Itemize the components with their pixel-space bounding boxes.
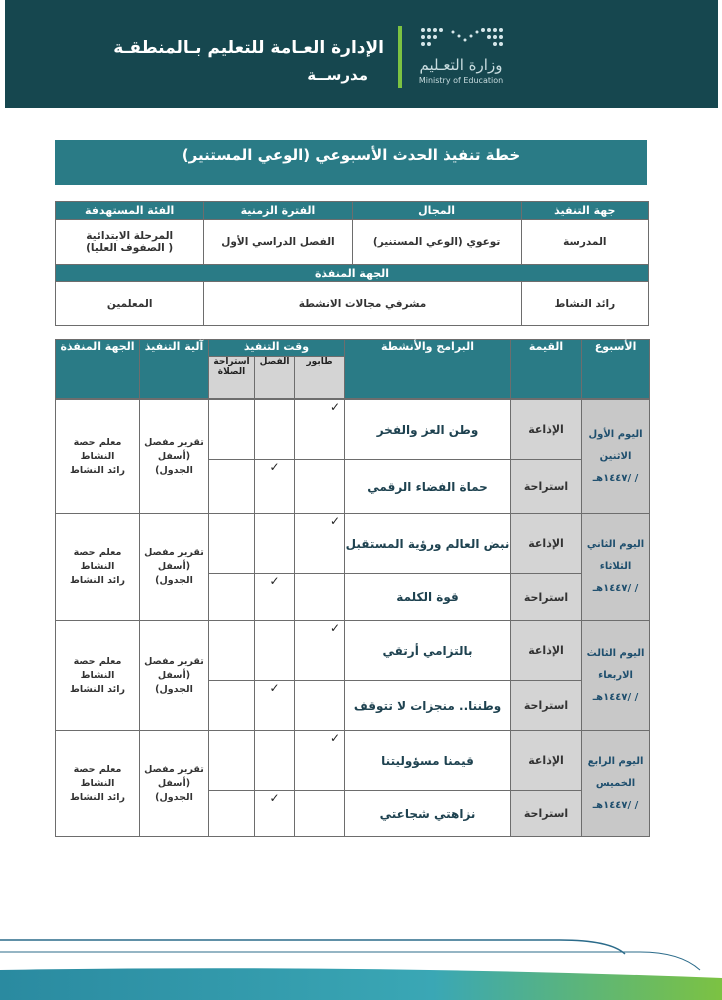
ministry-name-ar: وزارة التعـليم	[419, 56, 503, 74]
day-1-program-2: حماة الفضاء الرقمي	[345, 460, 511, 514]
day-4-program-1: قيمنا مسؤوليتنا	[345, 731, 511, 791]
school-label: مدرســة	[307, 66, 368, 84]
col-value: القيمة	[511, 340, 582, 399]
logo-divider	[398, 26, 402, 88]
day-3-value-1: الإذاعة	[511, 621, 582, 681]
check-icon: ✓	[295, 731, 345, 791]
day-4-weekday: الخميس	[595, 777, 636, 789]
day-3-value-2: استراحة	[511, 681, 582, 731]
day-2-executor	[56, 514, 140, 621]
day-4-label	[582, 731, 650, 837]
day-3-program-1: بالتزامي أرتقي	[345, 621, 511, 681]
day-2-mechanism-1: تقرير مفصل	[144, 547, 204, 558]
day-1-date: / /١٤٤٧هـ	[592, 472, 639, 484]
col-mechanism: آلية التنفيذ	[140, 340, 209, 399]
day-4-executor-2: رائد النشاط	[70, 791, 125, 803]
check-icon: ✓	[255, 574, 295, 621]
day-4-executor	[56, 731, 140, 837]
info-target	[56, 220, 204, 265]
info-header-executor: جهة التنفيذ	[521, 202, 648, 220]
info-period: الفصل الدراسي الأول	[204, 220, 352, 265]
day-3-executor	[56, 621, 140, 731]
col-class: الفصل	[255, 357, 295, 399]
info-header-domain: المجال	[352, 202, 521, 220]
day-1-mechanism-1: تقرير مفصل	[144, 436, 204, 448]
day-2-mechanism	[140, 514, 209, 621]
info-domain: توعوي (الوعي المستنير)	[352, 220, 521, 265]
check-icon: ✓	[295, 621, 345, 681]
col-programs: البرامج والأنشطة	[345, 340, 511, 399]
administration-title: الإدارة العـامة للتعليم بـالمنطقـة	[113, 38, 384, 58]
day-1-value-1: الإذاعة	[511, 400, 582, 460]
day-3-executor-1: معلم حصة النشاط	[73, 655, 122, 681]
exec-teachers: المعلمين	[56, 282, 204, 326]
day-2-mechanism-2: (أسفل الجدول)	[155, 561, 193, 586]
day-4-mechanism-2: (أسفل الجدول)	[155, 777, 193, 803]
check-icon: ✓	[295, 514, 345, 574]
check-icon: ✓	[295, 400, 345, 460]
day-4-value-1: الإذاعة	[511, 731, 582, 791]
day-4-date: / /١٤٤٧هـ	[592, 799, 639, 811]
day-1-mechanism	[140, 400, 209, 514]
exec-supervisors: مشرفي مجالات الانشطة	[204, 282, 521, 326]
day-1-executor-1: معلم حصة النشاط	[73, 436, 122, 462]
day-2-program-2: قوة الكلمة	[345, 574, 511, 621]
check-icon: ✓	[255, 791, 295, 837]
day-2-date: / /١٤٤٧هـ	[592, 583, 639, 594]
day-3-program-2: وطننا.. منجزات لا تتوقف	[345, 681, 511, 731]
day-1-executor	[56, 400, 140, 514]
day-4-executor-1: معلم حصة النشاط	[73, 763, 122, 789]
info-executor: المدرسة	[521, 220, 648, 265]
exec-band: الجهة المنفذة	[56, 265, 649, 282]
day-1-executor-2: رائد النشاط	[70, 464, 125, 476]
ministry-logo	[417, 22, 507, 88]
check-icon: ✓	[255, 681, 295, 731]
day-1-label	[582, 400, 650, 514]
info-header-target: الفئة المستهدفة	[56, 202, 204, 220]
day-3-mechanism-2: (أسفل الجدول)	[155, 669, 193, 695]
plan-title: خطة تنفيذ الحدث الأسبوعي (الوعي المستنير)	[55, 140, 647, 185]
day-3-mechanism-1: تقرير مفصل	[144, 655, 204, 667]
exec-activity-lead: رائد النشاط	[521, 282, 648, 326]
info-target-stage: المرحلة الابتدائية	[86, 230, 174, 242]
col-assembly: طابور	[295, 357, 345, 399]
info-header-period: الفترة الزمنية	[204, 202, 352, 220]
day-1-name: اليوم الأول	[588, 428, 643, 440]
day-2-executor-1: معلم حصة النشاط	[73, 547, 122, 572]
day-1-program-1: وطن العز والفخر	[345, 400, 511, 460]
day-1-weekday: الاثنين	[599, 450, 632, 462]
col-week: الأسبوع	[582, 340, 650, 399]
info-target-grades: ( الصفوف العليا)	[86, 242, 174, 254]
day-4-program-2: نزاهتي شجاعتي	[345, 791, 511, 837]
col-break: استراحة الصلاة	[209, 357, 255, 399]
day-1-value-2: استراحة	[511, 460, 582, 514]
ministry-name-en: Ministry of Education	[418, 76, 504, 85]
day-3-label	[582, 621, 650, 731]
header-banner	[5, 0, 718, 108]
day-2-name: اليوم الثاني	[586, 539, 645, 550]
day-3-name: اليوم الثالث	[586, 647, 645, 659]
check-icon: ✓	[255, 460, 295, 514]
footer-wave	[0, 930, 722, 1000]
day-3-date: / /١٤٤٧هـ	[592, 691, 639, 703]
day-1-mechanism-2: (أسفل الجدول)	[155, 450, 193, 476]
day-2-executor-2: رائد النشاط	[70, 575, 125, 586]
day-2-label	[582, 514, 650, 621]
col-time: وقت التنفيذ	[209, 340, 345, 357]
day-2-weekday: الثلاثاء	[599, 561, 632, 572]
col-executor: الجهة المنفذة	[56, 340, 140, 399]
info-table	[55, 201, 649, 326]
day-2-program-1: نبض العالم ورؤية المستقبل	[345, 514, 511, 574]
ministry-logo-icon	[419, 26, 505, 48]
day-4-value-2: استراحة	[511, 791, 582, 837]
day-3-executor-2: رائد النشاط	[70, 683, 125, 695]
day-2-value-2: استراحة	[511, 574, 582, 621]
day-3-mechanism	[140, 621, 209, 731]
day-4-mechanism	[140, 731, 209, 837]
day-2-value-1: الإذاعة	[511, 514, 582, 574]
day-4-name: اليوم الرابع	[587, 755, 644, 767]
day-4-mechanism-1: تقرير مفصل	[144, 763, 204, 775]
weekly-plan-table	[55, 339, 650, 837]
day-3-weekday: الاربعاء	[598, 669, 633, 681]
